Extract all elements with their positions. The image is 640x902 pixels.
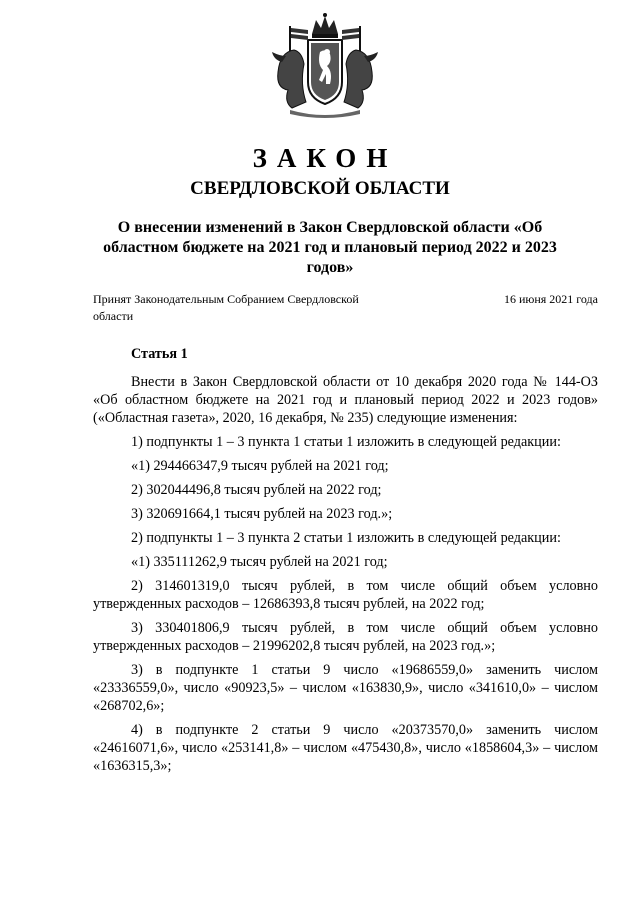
document-type-title: ЗАКОН [252, 143, 398, 173]
paragraph: 2) 314601319,0 тысяч рублей, в том числе общий объем условно утвержденных расходов – 12686393,8 тысяч рублей, на 2022 год; [93, 578, 598, 612]
article-title: Статья 1 [131, 346, 188, 362]
region-title: СВЕРДЛОВСКОЙ ОБЛАСТИ [190, 178, 450, 199]
paragraph: 2) подпункты 1 – 3 пункта 2 статьи 1 изложить в следующей редакции: [131, 530, 561, 546]
paragraph: 3) в подпункте 1 статьи 9 число «19686559,0» заменить числом «23336559,0», число «90923,5» – числом «163830,9», число «341610,0» – числом «268702,6»; [93, 662, 598, 714]
law-name: О внесении изменений в Закон Свердловской области «Об областном бюджете на 2021 год и плановый период 2022 и 2023 годов» [103, 219, 557, 276]
paragraph: 2) 302044496,8 тысяч рублей на 2022 год; [131, 482, 382, 498]
paragraph: «1) 335111262,9 тысяч рублей на 2021 год; [131, 554, 388, 570]
paragraph: 4) в подпункте 2 статьи 9 число «20373570,0» заменить числом «24616071,6», число «253141,8» – числом «475430,8», число «1858604,3» – числом «1636315,3»; [93, 722, 598, 774]
paragraph: 3) 330401806,9 тысяч рублей, в том числе общий объем условно утвержденных расходов – 21996202,8 тысяч рублей, на 2023 год.»; [93, 620, 598, 654]
paragraph: 1) подпункты 1 – 3 пункта 1 статьи 1 изложить в следующей редакции: [131, 434, 561, 450]
article-body [93, 345, 598, 781]
coat-of-arms-icon [270, 12, 380, 120]
paragraph: Внести в Закон Свердловской области от 10 декабря 2020 года № 144-ОЗ «Об областном бюджете на 2021 год и плановый период 2022 и 2023 годов» («Областная газета», 2020, 16 декабря, № 235) следующие изменения: [93, 374, 598, 426]
adoption-date: 16 июня 2021 года [503, 292, 598, 306]
paragraph: «1) 294466347,9 тысяч рублей на 2021 год; [131, 458, 389, 474]
adoption-body: Принят Законодательным Собранием Свердловской области [93, 292, 359, 323]
paragraph: 3) 320691664,1 тысяч рублей на 2023 год.»; [131, 506, 393, 522]
